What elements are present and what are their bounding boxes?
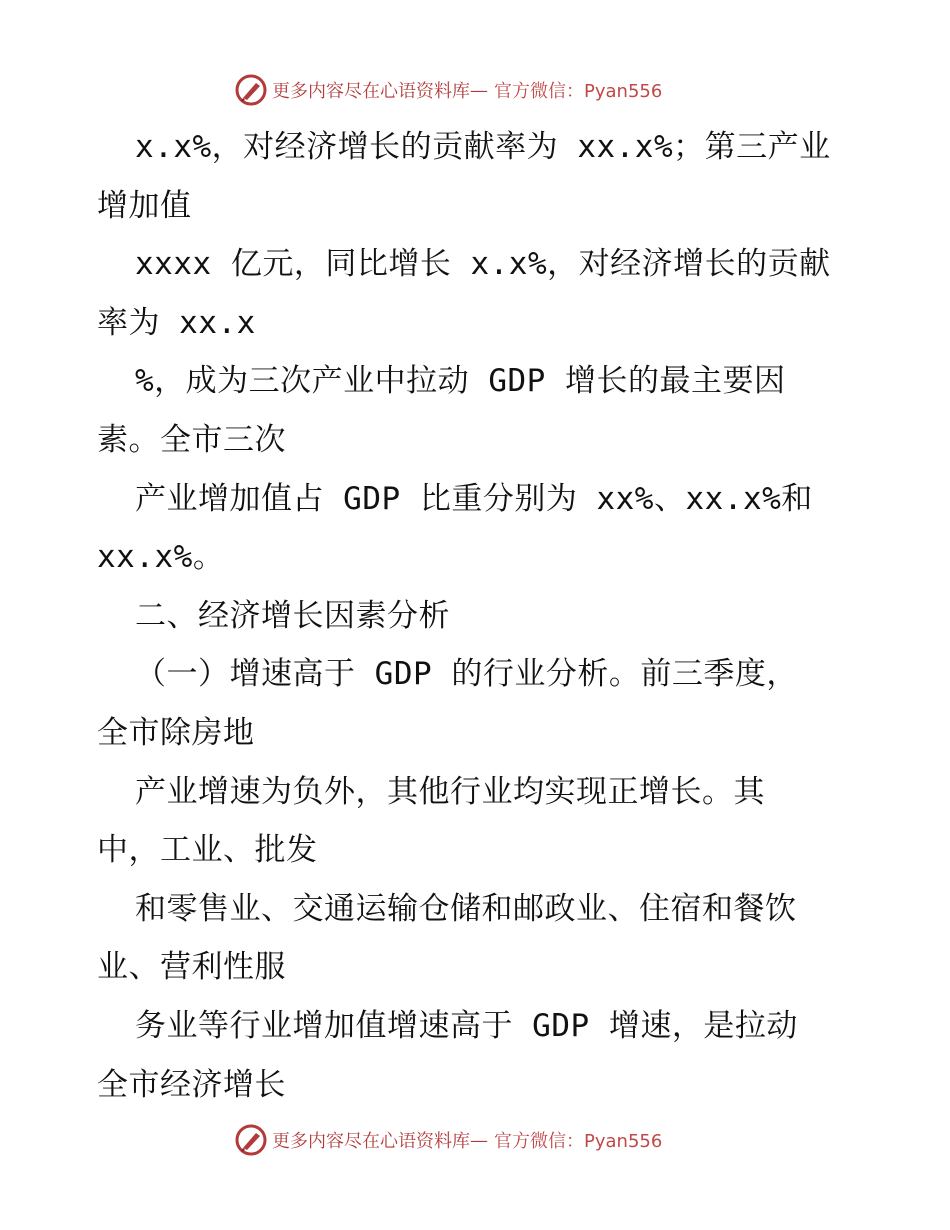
text-line: 增加值	[97, 187, 192, 224]
text-line: 和零售业、交通运输仓储和邮政业、住宿和餐饮	[135, 890, 797, 927]
watermark-wechat: 官方微信：Pyan556	[494, 81, 663, 102]
watermark-wechat: 官方微信：Pyan556	[494, 1131, 663, 1152]
pen-logo-icon	[234, 73, 268, 107]
watermark-separator: —	[470, 1129, 488, 1151]
document-body	[97, 118, 897, 1114]
text-line: 二、经济增长因素分析	[135, 597, 450, 634]
text-line: xxxx 亿元，同比增长 x.x%，对经济增长的贡献	[135, 246, 831, 283]
text-line: 率为 xx.x	[97, 304, 256, 341]
text-line: 全市经济增长	[97, 1066, 286, 1103]
watermark-site: 更多内容尽在心语资料库	[272, 1131, 470, 1152]
text-line: 务业等行业增加值增速高于 GDP 增速，是拉动	[135, 1007, 798, 1044]
text-line: （一）增速高于 GDP 的行业分析。前三季度，	[135, 656, 798, 693]
text-line: 全市除房地	[97, 714, 255, 751]
watermark-site: 更多内容尽在心语资料库	[272, 81, 470, 102]
text-line: 产业增速为负外，其他行业均实现正增长。其	[135, 773, 765, 810]
header-watermark	[234, 72, 734, 108]
text-line: xx.x%。	[97, 539, 225, 576]
text-line: 产业增加值占 GDP 比重分别为 xx%、xx.x%和	[135, 480, 813, 517]
text-line: x.x%，对经济增长的贡献率为 xx.x%；第三产业	[135, 129, 831, 165]
text-line: 素。全市三次	[97, 421, 286, 458]
text-line: %，成为三次产业中拉动 GDP 增长的最主要因	[135, 363, 786, 400]
watermark-separator: —	[470, 79, 488, 101]
text-line: 中，工业、批发	[97, 832, 318, 869]
pen-logo-icon	[234, 1123, 268, 1157]
footer-watermark	[234, 1122, 734, 1158]
text-line: 业、营利性服	[97, 949, 286, 986]
